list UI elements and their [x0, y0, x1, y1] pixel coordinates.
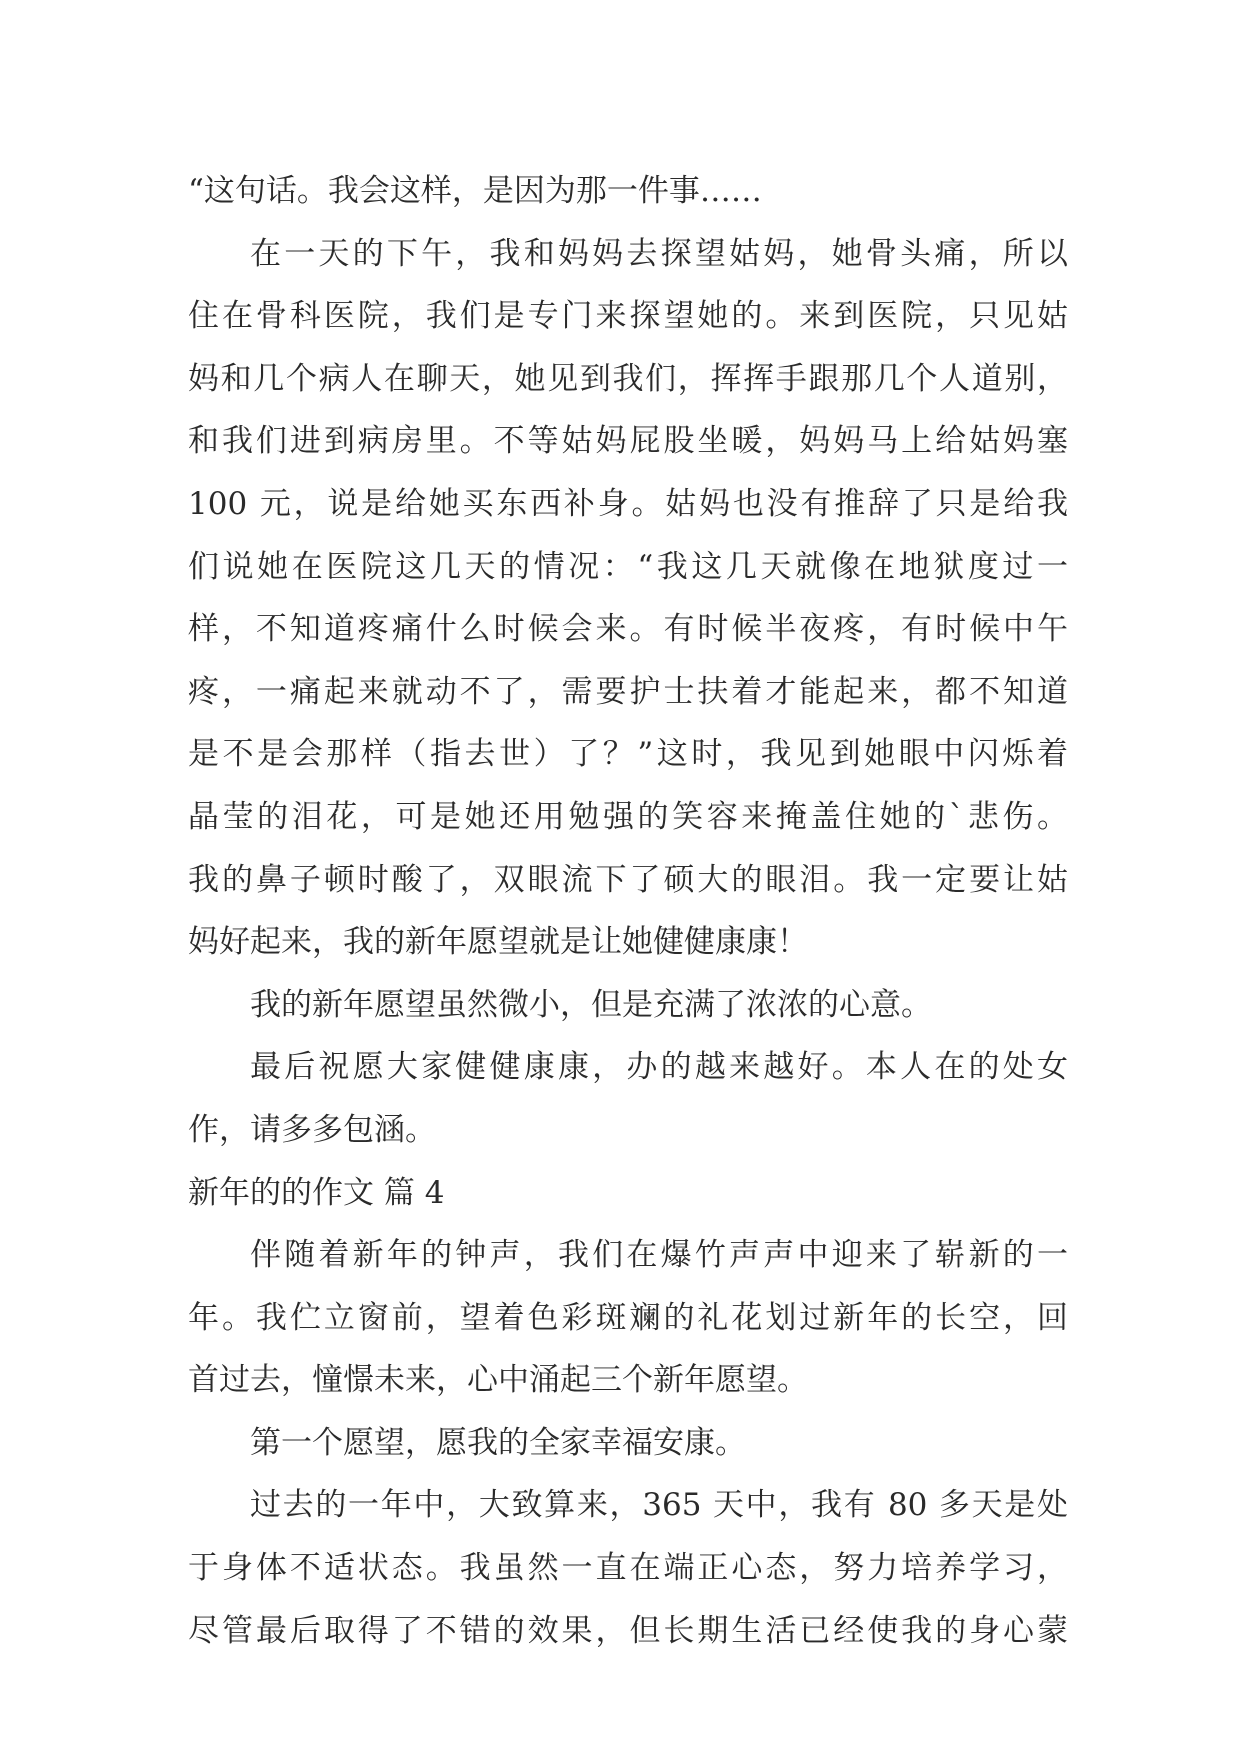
text-line: 妈好起来，我的新年愿望就是让她健健康康！ [188, 924, 808, 961]
paragraph-line: 我的新年愿望虽然微小，但是充满了浓浓的心意。 [250, 986, 932, 1023]
paragraph-line: 最后祝愿大家健健康康，办的越来越好。本人在的处女 [250, 1049, 1068, 1086]
text-line: 年。我伫立窗前，望着色彩斑斓的礼花划过新年的长空，回 [188, 1299, 1068, 1336]
text-line: 我的鼻子顿时酸了，双眼流下了硕大的眼泪。我一定要让姑 [188, 861, 1068, 898]
text-line: 首过去，憧憬未来，心中涌起三个新年愿望。 [188, 1362, 808, 1399]
paragraph-line: 在一天的下午，我和妈妈去探望姑妈，她骨头痛，所以 [250, 235, 1068, 272]
text-line: 疼，一痛起来就动不了，需要护士扶着才能起来，都不知道 [188, 673, 1068, 710]
text-line: 于身体不适状态。我虽然一直在端正心态，努力培养学习， [188, 1550, 1068, 1587]
text-line: 和我们进到病房里。不等姑妈屁股坐暖，妈妈马上给姑妈塞 [188, 423, 1068, 460]
text-line: 住在骨科医院，我们是专门来探望她的。来到医院，只见姑 [188, 298, 1068, 335]
text-line: “这句话。我会这样，是因为那一件事…… [188, 173, 762, 209]
text-line: 尽管最后取得了不错的效果，但长期生活已经使我的身心蒙 [188, 1612, 1068, 1649]
section-heading: 新年的的作文 篇 4 [188, 1174, 445, 1211]
paragraph-line: 伴随着新年的钟声，我们在爆竹声声中迎来了崭新的一 [250, 1237, 1068, 1274]
text-line: 作，请多多包涵。 [188, 1111, 436, 1148]
text-line: 们说她在医院这几天的情况：“我这几天就像在地狱度过一 [188, 548, 1068, 585]
text-line: 样，不知道疼痛什么时候会来。有时候半夜疼，有时候中午 [188, 611, 1068, 648]
text-line: 妈和几个病人在聊天，她见到我们，挥挥手跟那几个人道别， [188, 360, 1068, 397]
paragraph-line: 第一个愿望，愿我的全家幸福安康。 [250, 1424, 746, 1461]
text-line: 晶莹的泪花，可是她还用勉强的笑容来掩盖住她的`悲伤。 [188, 798, 1068, 835]
text-line: 是不是会那样（指去世）了？”这时，我见到她眼中闪烁着 [188, 736, 1068, 773]
document-body [188, 160, 1068, 1662]
text-line: 100 元，说是给她买东西补身。姑妈也没有推辞了只是给我 [188, 485, 1068, 522]
paragraph-line: 过去的一年中，大致算来，365 天中，我有 80 多天是处 [250, 1487, 1068, 1524]
